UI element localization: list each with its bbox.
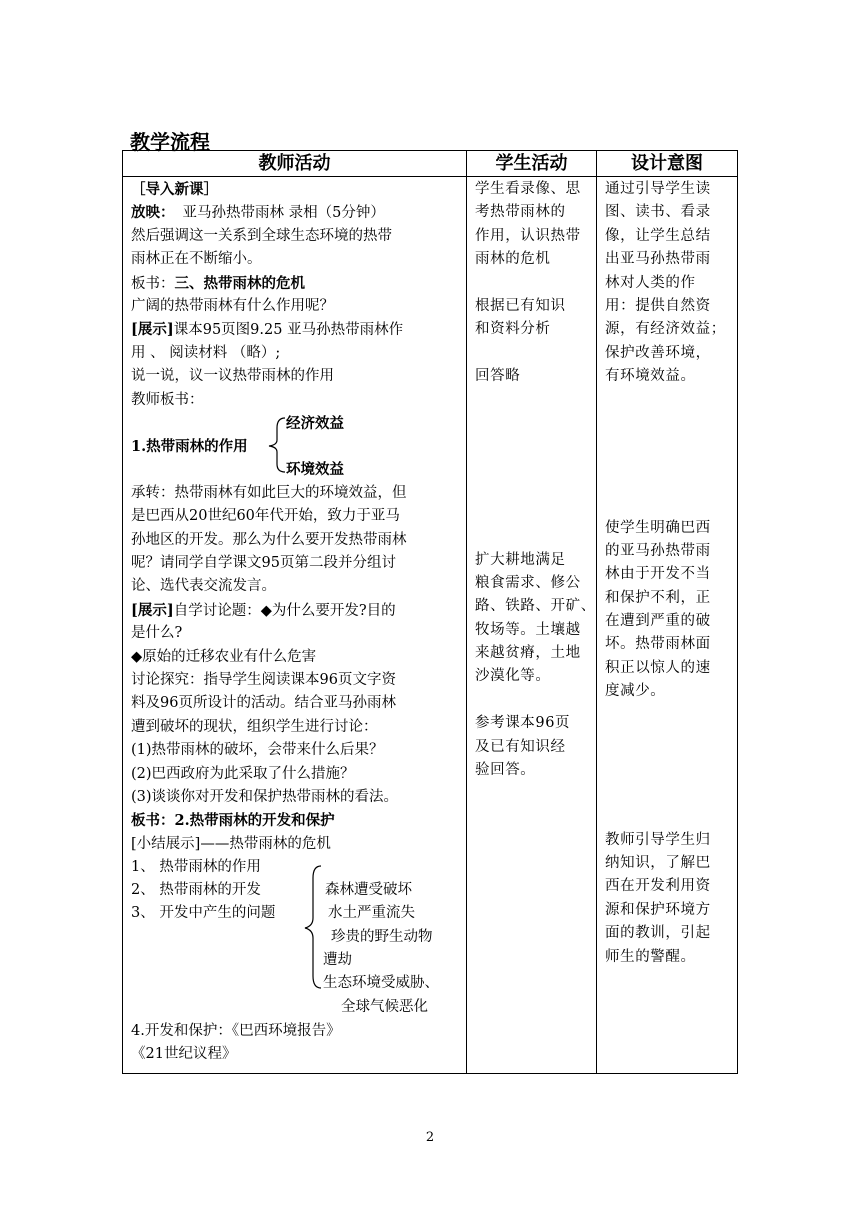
text-line: (2)巴西政府为此采取了什么措施？: [131, 765, 355, 782]
text-line: 扩大耕地满足: [475, 551, 566, 568]
summary-item: 2、 热带雨林的开发: [131, 882, 261, 899]
text-line: 和保护不利，正: [605, 589, 711, 606]
text-line: 坏。热带雨林面: [605, 636, 711, 653]
problem-item: 遭劫: [323, 952, 352, 969]
text-line: 用 、 阅读材料 （略）;: [131, 344, 281, 361]
summary-title: [小结展示]——热带雨林的危机: [131, 835, 331, 852]
text-line: 出亚马孙热带雨: [605, 251, 711, 268]
summary-item: 3、 开发中产生的问题: [131, 905, 276, 922]
text-line: 料及96页所设计的活动。结合亚马孙雨林: [131, 695, 396, 712]
page-number: 2: [425, 1130, 435, 1145]
header-design-intent: 设计意图: [631, 153, 703, 174]
text-line: 和资料分析: [475, 321, 551, 338]
text-line: 积正以惊人的速: [605, 659, 711, 676]
header-teacher-activity: 教师活动: [258, 153, 331, 174]
text-line: 通过引导学生读: [605, 181, 711, 197]
text-line: 是什么?: [131, 625, 183, 642]
text-line: 图、读书、看录: [605, 204, 711, 221]
text-line: 源，有经济效益；: [605, 321, 726, 338]
rainforest-role-label: 1.热带雨林的作用: [131, 437, 248, 455]
text-line: 板书：三、热带雨林的危机: [131, 274, 305, 292]
text-line: 牧场等。土壤越: [475, 621, 581, 638]
lesson-flow-table: [122, 150, 738, 1074]
text-line: 雨林的危机: [475, 251, 551, 268]
header-student-activity: 学生活动: [495, 153, 568, 174]
text-line: 孙地区的开发。那么为什么要开发热带雨林: [131, 531, 407, 548]
summary-item: 1、 热带雨林的作用: [131, 859, 261, 876]
teacher-activity-cell: [131, 178, 465, 1066]
text-line: 呢？请同学自学课文95页第二段并分组讨: [131, 555, 396, 572]
environmental-benefit-label: 环境效益: [286, 460, 344, 478]
text-line: 林对人类的作: [605, 274, 696, 291]
text-line: (1)热带雨林的破坏，会带来什么后果？: [131, 742, 384, 759]
text-line: 路、铁路、开矿、: [475, 598, 596, 615]
board-writing-diagram: [131, 412, 465, 482]
intro-label: ［导入新课］: [131, 181, 218, 198]
text-line: 粮食需求、修公: [475, 574, 581, 591]
curly-brace-icon: [303, 864, 323, 990]
text-line: 使学生明确巴西: [605, 519, 711, 536]
text-line: 西在开发利用资: [605, 878, 711, 895]
text-line: 承转：热带雨林有如此巨大的环境效益，但: [131, 484, 407, 501]
text-line: 沙漠化等。: [475, 668, 551, 685]
problem-item: 森林遭受破坏: [325, 882, 412, 899]
text-line: 面的教训，引起: [605, 925, 711, 942]
text-line: 有环境效益。: [605, 368, 696, 385]
text-line: 说一说，议一议热带雨林的作用: [131, 368, 334, 385]
text-line: 源和保护环境方: [605, 901, 711, 918]
text-line: [展示]课本95页图9.25 亚马孙热带雨林作: [131, 321, 404, 339]
section-heading: 教学流程: [130, 130, 210, 154]
problem-item: 珍贵的野生动物: [331, 929, 433, 946]
text-line: 及已有知识经: [475, 738, 566, 755]
curly-brace-icon: [265, 416, 287, 474]
text-line: 考热带雨林的: [475, 204, 566, 221]
text-line: 师生的警醒。: [605, 948, 696, 965]
column-divider: [596, 151, 597, 1073]
text-line: 然后强调这一关系到全球生态环境的热带: [131, 227, 392, 244]
text-line: 用：提供自然资: [605, 297, 711, 314]
text-line: 雨林正在不断缩小。: [131, 251, 262, 268]
text-line: 作用，认识热带: [475, 227, 581, 244]
header-divider: [123, 176, 737, 177]
text-line: (3)谈谈你对开发和保护热带雨林的看法。: [131, 788, 399, 805]
text-line: 讨论探究：指导学生阅读课本96页文字资: [131, 672, 396, 689]
text-line: 纳知识，了解巴: [605, 855, 711, 872]
text-line: 是巴西从20世纪60年代开始，致力于亚马: [131, 508, 400, 525]
problem-item: 全球气候恶化: [341, 999, 428, 1016]
text-line: 回答略: [475, 368, 521, 385]
problem-item: 生态环境受威胁、: [323, 975, 439, 992]
text-line: 像，让学生总结: [605, 227, 711, 244]
column-divider: [466, 151, 467, 1073]
design-intent-cell: [605, 178, 733, 969]
text-line: 放映： 亚马孙热带雨林 录相（5分钟）: [131, 204, 385, 222]
summary-diagram: [131, 856, 465, 996]
board-writing-heading: 板书：2.热带雨林的开发和保护: [131, 812, 335, 830]
text-line: 论、选代表交流发言。: [131, 578, 276, 595]
text-line: 来越贫瘠，土地: [475, 645, 581, 662]
text-line: 参考课本96页: [475, 715, 571, 732]
text-line: 广阔的热带雨林有什么作用呢？: [131, 297, 334, 314]
text-line: 遭到破坏的现状，组织学生进行讨论：: [131, 718, 378, 735]
student-activity-cell: [475, 178, 595, 782]
text-line: ◆原始的迁移农业有什么危害: [131, 648, 317, 665]
text-line: 的亚马孙热带雨: [605, 542, 711, 559]
text-line: 在遭到严重的破: [605, 613, 711, 630]
text-line: 《21世纪议程》: [131, 1045, 237, 1062]
text-line: [展示]自学讨论题：◆为什么要开发?目的: [131, 601, 396, 619]
text-line: 学生看录像、思: [475, 181, 581, 197]
text-line: 4.开发和保护：《巴西环境报告》: [131, 1022, 341, 1039]
economic-benefit-label: 经济效益: [286, 414, 344, 432]
problem-item: 水土严重流失: [328, 905, 415, 922]
text-line: 验回答。: [475, 762, 536, 779]
text-line: 教师引导学生归: [605, 831, 711, 848]
text-line: 教师板书：: [131, 391, 204, 408]
text-line: 根据已有知识: [475, 297, 566, 314]
text-line: 林由于开发不当: [605, 566, 711, 583]
text-line: 保护改善环境，: [605, 344, 711, 361]
text-line: 度减少。: [605, 683, 666, 700]
